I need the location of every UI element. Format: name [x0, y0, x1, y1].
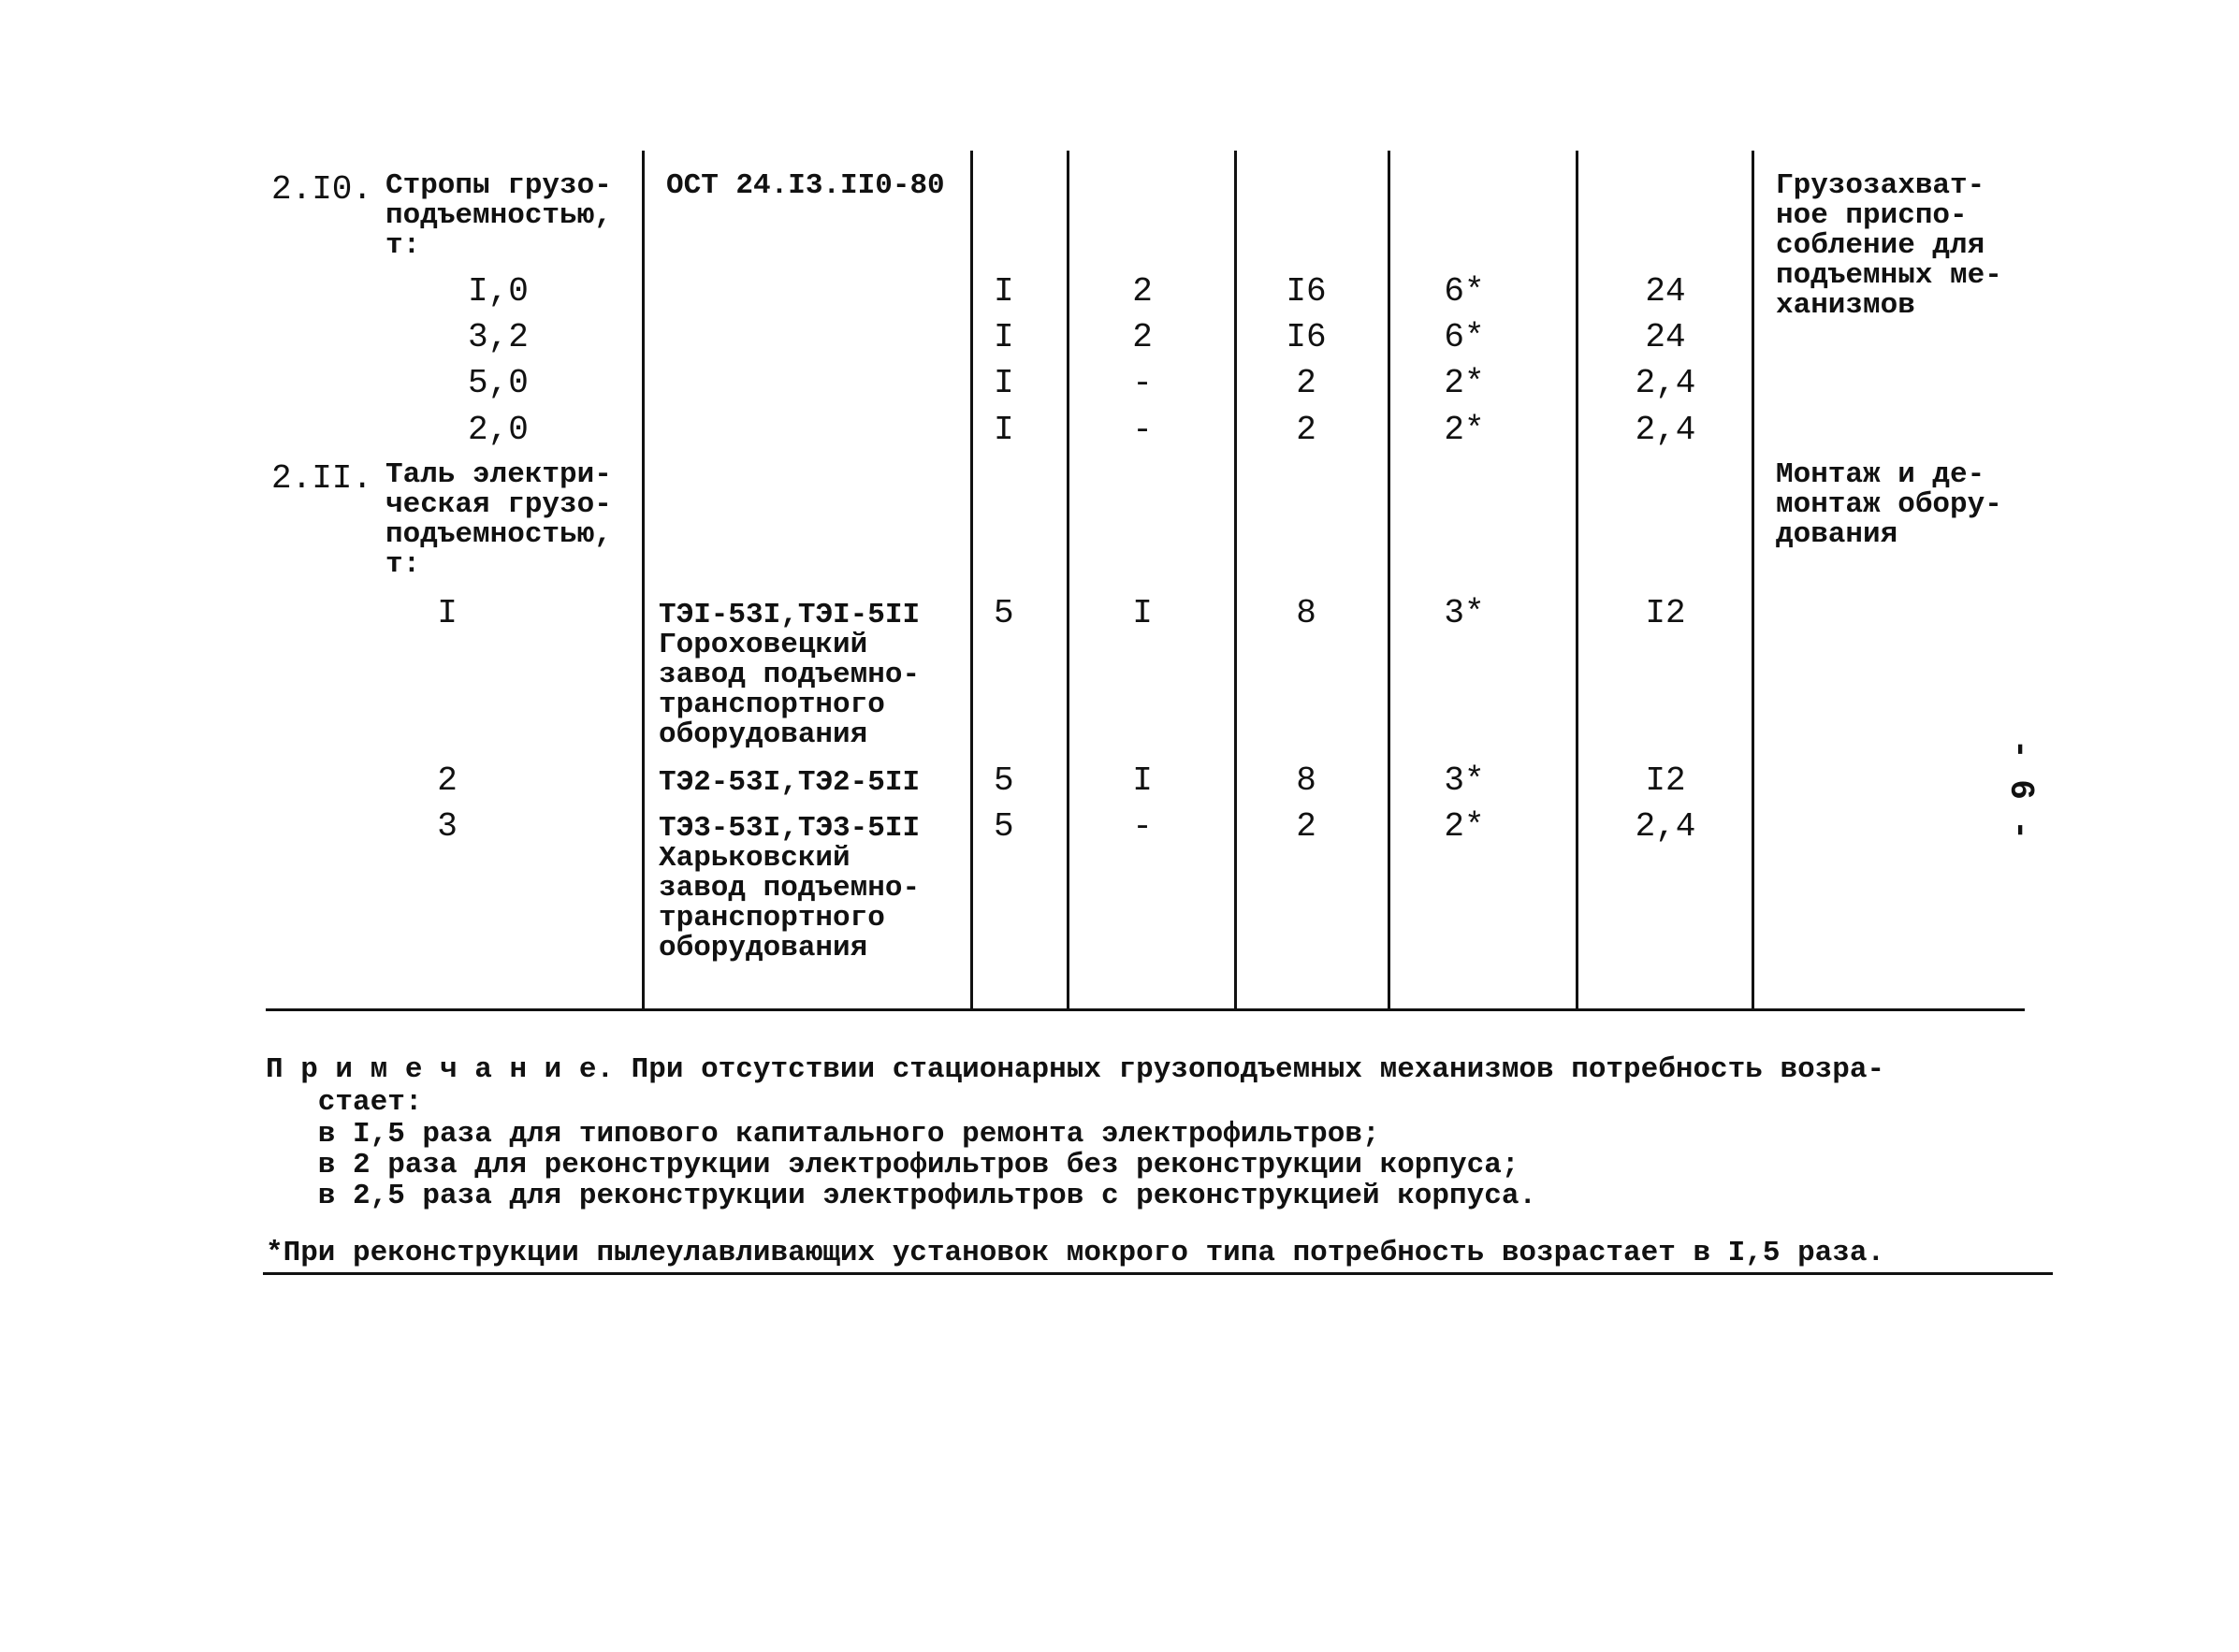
- section-title-line: Стропы грузо-: [385, 169, 612, 202]
- footnote-rule: [263, 1272, 2053, 1275]
- capacity-value: 3,2: [468, 318, 529, 356]
- cell-value: 6*: [1444, 318, 1485, 356]
- cell-value: 24: [1645, 318, 1686, 356]
- cell-value: I: [994, 364, 1014, 402]
- cell-value: I2: [1645, 594, 1686, 632]
- remark-line: монтаж обору-: [1776, 488, 2002, 521]
- cell-value: I: [1132, 594, 1153, 632]
- capacity-value: I,0: [468, 272, 529, 311]
- maker-line: транспортного: [659, 902, 885, 935]
- remark-line: ханизмов: [1776, 289, 1915, 322]
- column-divider: [1752, 151, 1754, 1009]
- section-title-line: подъемностью,: [385, 199, 612, 232]
- column-divider: [642, 151, 645, 1009]
- cell-value: I: [994, 318, 1014, 356]
- cell-value: 24: [1645, 272, 1686, 311]
- standard-reference: ОСТ 24.I3.II0-80: [666, 169, 945, 202]
- column-divider: [1067, 151, 1069, 1009]
- maker-line: ТЭ3-53I,ТЭ3-5II: [659, 812, 921, 845]
- section-title-line: т:: [385, 548, 421, 581]
- cell-value: 2*: [1444, 807, 1485, 846]
- cell-value: 2: [1296, 411, 1316, 449]
- maker-line: ТЭI-53I,ТЭI-5II: [659, 599, 921, 631]
- cell-value: 8: [1296, 594, 1316, 632]
- maker-line: ТЭ2-53I,ТЭ2-5II: [659, 766, 921, 799]
- cell-value: -: [1132, 364, 1153, 402]
- maker-line: Гороховецкий: [659, 629, 868, 661]
- note-line: в I,5 раза для типового капитального ремонта электрофильтров;: [266, 1118, 1380, 1151]
- cell-value: I: [1132, 761, 1153, 800]
- footnote: *При реконструкции пылеулавливающих установок мокрого типа потребность возрастает в I,5 раза.: [266, 1237, 1885, 1269]
- capacity-value: 2: [437, 761, 458, 800]
- table-bottom-rule: [266, 1008, 2025, 1011]
- column-divider: [1234, 151, 1237, 1009]
- remark-line: собление для: [1776, 229, 1985, 262]
- cell-value: 6*: [1444, 272, 1485, 311]
- capacity-value: I: [437, 594, 458, 632]
- cell-value: 8: [1296, 761, 1316, 800]
- note-line: П р и м е ч а н и е. При отсутствии стационарных грузоподъемных механизмов потребность возра-: [266, 1053, 1885, 1086]
- cell-value: 2*: [1444, 364, 1485, 402]
- maker-line: завод подъемно-: [659, 872, 921, 905]
- cell-value: I: [994, 411, 1014, 449]
- section-title-line: ческая грузо-: [385, 488, 612, 521]
- cell-value: 5: [994, 807, 1014, 846]
- remark-line: Грузозахват-: [1776, 169, 1985, 202]
- remark-line: дования: [1776, 518, 1898, 551]
- maker-line: транспортного: [659, 688, 885, 721]
- cell-value: 3*: [1444, 761, 1485, 800]
- note-line: в 2 раза для реконструкции электрофильтров без реконструкции корпуса;: [266, 1149, 1519, 1181]
- column-divider: [970, 151, 973, 1009]
- note-line: в 2,5 раза для реконструкции электрофильтров с реконструкцией корпуса.: [266, 1180, 1537, 1212]
- capacity-value: 5,0: [468, 364, 529, 402]
- column-divider: [1388, 151, 1390, 1009]
- section-number: 2.I0.: [271, 170, 373, 209]
- cell-value: 2,4: [1635, 411, 1696, 449]
- capacity-value: 2,0: [468, 411, 529, 449]
- cell-value: 3*: [1444, 594, 1485, 632]
- capacity-value: 3: [437, 807, 458, 846]
- maker-line: оборудования: [659, 718, 868, 751]
- cell-value: 5: [994, 761, 1014, 800]
- section-title-line: т:: [385, 229, 421, 262]
- cell-value: -: [1132, 411, 1153, 449]
- cell-value: 5: [994, 594, 1014, 632]
- section-title-line: Таль электри-: [385, 458, 612, 491]
- maker-line: оборудования: [659, 932, 868, 964]
- cell-value: 2,4: [1635, 364, 1696, 402]
- maker-line: Харьковский: [659, 842, 851, 875]
- cell-value: I2: [1645, 761, 1686, 800]
- cell-value: 2: [1132, 272, 1153, 311]
- cell-value: -: [1132, 807, 1153, 846]
- remark-line: ное приспо-: [1776, 199, 1968, 232]
- maker-line: завод подъемно-: [659, 659, 921, 691]
- cell-value: 2*: [1444, 411, 1485, 449]
- note-line: стает:: [266, 1086, 423, 1119]
- cell-value: 2: [1132, 318, 1153, 356]
- cell-value: 2: [1296, 807, 1316, 846]
- column-divider: [1576, 151, 1578, 1009]
- cell-value: I6: [1286, 318, 1327, 356]
- cell-value: 2,4: [1635, 807, 1696, 846]
- section-title-line: подъемностью,: [385, 518, 612, 551]
- cell-value: I6: [1286, 272, 1327, 311]
- cell-value: I: [994, 272, 1014, 311]
- cell-value: 2: [1296, 364, 1316, 402]
- section-number: 2.II.: [271, 459, 373, 498]
- remark-line: Монтаж и де-: [1776, 458, 1985, 491]
- page-number: - 6 -: [2001, 739, 2040, 841]
- remark-line: подъемных ме-: [1776, 259, 2002, 292]
